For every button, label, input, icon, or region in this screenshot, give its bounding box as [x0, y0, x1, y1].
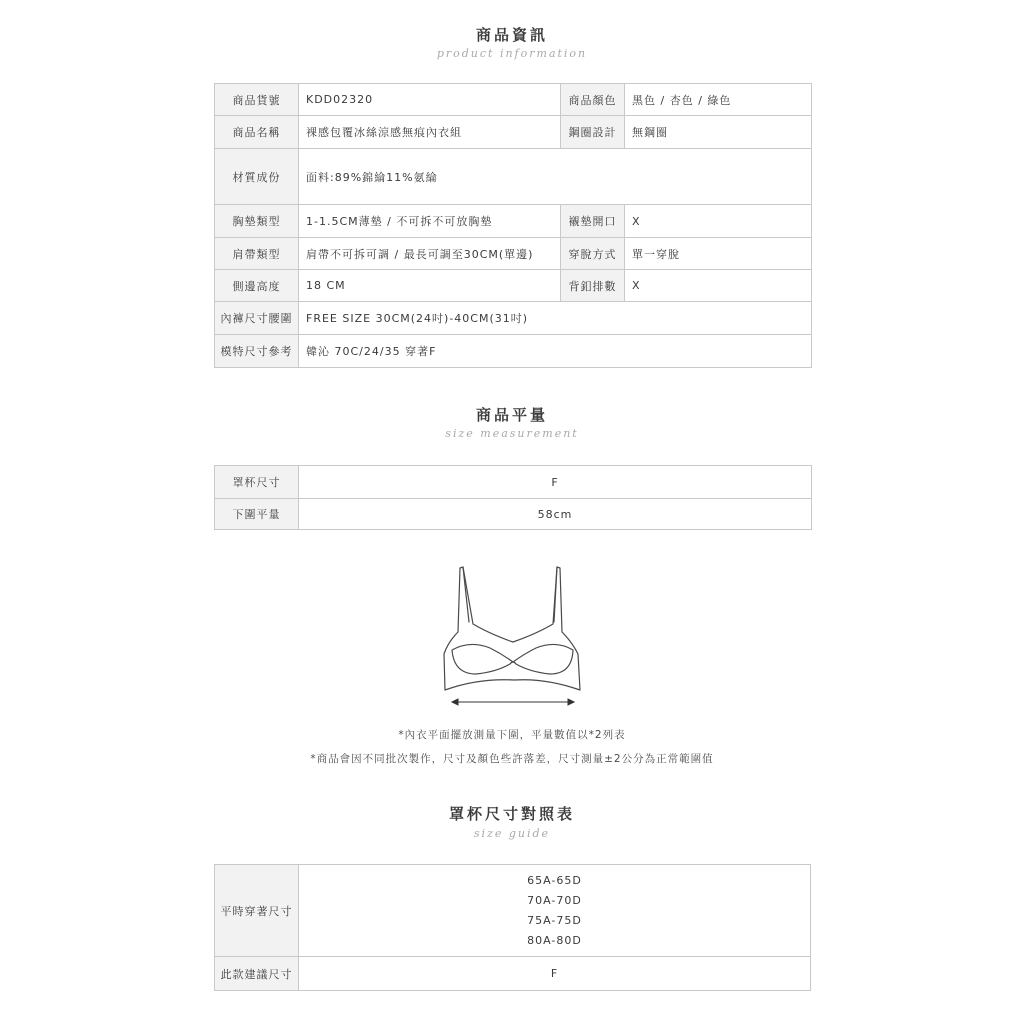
label-strap-type: 肩帶類型	[215, 238, 299, 270]
value-product-code: KDD02320	[299, 84, 561, 116]
measurement-title: 商品平量	[475, 406, 548, 424]
label-recommended-size: 此款建議尺寸	[215, 957, 299, 991]
measurement-note-1: *內衣平面擺放測量下圍，平量數值以*2列表	[398, 729, 626, 741]
product-info-subtitle: product information	[436, 47, 588, 60]
label-color: 商品顏色	[561, 84, 625, 116]
label-back-hooks: 背釦排數	[561, 270, 625, 302]
table-row	[215, 84, 812, 116]
measurement-table	[214, 465, 812, 530]
label-wear-method: 穿脫方式	[561, 238, 625, 270]
label-panty-waist: 內褲尺寸腰圍	[215, 302, 299, 335]
value-pad-type: 1-1.5CM薄墊 / 不可拆不可放胸墊	[299, 205, 561, 238]
label-usual-size: 平時穿著尺寸	[215, 865, 299, 957]
value-side-height: 18 CM	[299, 270, 561, 302]
cup-seam-line	[452, 644, 573, 674]
size-item: 65A-65D	[527, 873, 582, 887]
label-underwire: 鋼圈設計	[561, 116, 625, 149]
table-row	[215, 499, 812, 530]
size-item: 80A-80D	[527, 933, 582, 947]
label-pad-opening: 襯墊開口	[561, 205, 625, 238]
label-model-size: 模特尺寸參考	[215, 335, 299, 368]
table-row	[215, 270, 812, 302]
label-cup-size: 罩杯尺寸	[215, 466, 299, 499]
size-guide-subtitle: size guide	[473, 827, 551, 840]
label-product-name: 商品名稱	[215, 116, 299, 149]
label-product-code: 商品貨號	[215, 84, 299, 116]
right-strap-line	[554, 567, 557, 622]
usual-size-list	[299, 865, 811, 957]
table-row	[215, 865, 811, 957]
value-material: 面料:89%錦綸11%氨綸	[299, 149, 812, 205]
value-recommended-size: F	[299, 957, 811, 991]
label-underbust: 下圍平量	[215, 499, 299, 530]
size-guide-title: 罩杯尺寸對照表	[448, 805, 575, 823]
table-row	[215, 149, 812, 205]
product-info-table	[214, 83, 812, 368]
bra-measurement-illustration	[438, 562, 588, 710]
value-panty-waist: FREE SIZE 30CM(24吋)-40CM(31吋)	[299, 302, 812, 335]
label-pad-type: 胸墊類型	[215, 205, 299, 238]
label-material: 材質成份	[215, 149, 299, 205]
table-row	[215, 205, 812, 238]
size-item: 75A-75D	[527, 913, 582, 927]
table-row	[215, 238, 812, 270]
label-side-height: 側邊高度	[215, 270, 299, 302]
product-info-title: 商品資訊	[475, 26, 548, 44]
measurement-subtitle: size measurement	[445, 427, 579, 440]
value-wear-method: 單一穿脫	[625, 238, 812, 270]
value-model-size: 韓沁 70C/24/35 穿著F	[299, 335, 812, 368]
value-underbust: 58cm	[299, 499, 812, 530]
table-row	[215, 957, 811, 991]
value-pad-opening: X	[625, 205, 812, 238]
value-back-hooks: X	[625, 270, 812, 302]
table-row	[215, 116, 812, 149]
size-item: 70A-70D	[527, 893, 582, 907]
table-row	[215, 335, 812, 368]
value-underwire: 無鋼圈	[625, 116, 812, 149]
table-row	[215, 302, 812, 335]
value-cup-size: F	[299, 466, 812, 499]
value-strap-type: 肩帶不可拆可調 / 最長可調至30CM(單邊)	[299, 238, 561, 270]
value-product-name: 裸感包覆冰絲涼感無痕內衣組	[299, 116, 561, 149]
table-row	[215, 466, 812, 499]
value-color: 黑色 / 杏色 / 綠色	[625, 84, 812, 116]
size-guide-table	[214, 864, 811, 991]
measure-arrow	[452, 699, 574, 705]
measurement-note-2: *商品會因不同批次製作，尺寸及顏色些許落差，尺寸測量±2公分為正常範圍值	[310, 753, 714, 765]
